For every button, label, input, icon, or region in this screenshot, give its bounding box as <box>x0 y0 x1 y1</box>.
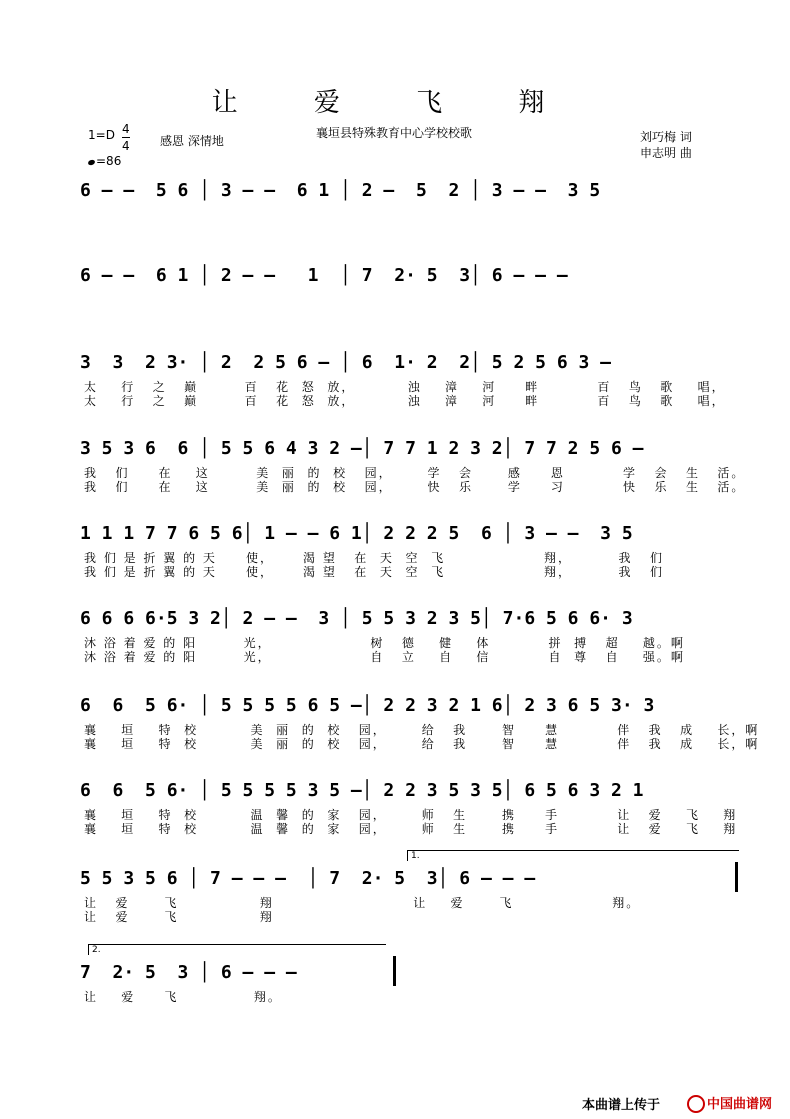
logo-icon <box>687 1095 705 1113</box>
site-logo <box>687 1093 772 1114</box>
notes-line: 6 – – 5 6 │ 3 – – 6 1 │ 2 – 5 2 │ 3 – – 3 5 <box>80 180 601 201</box>
mood-marking: 感恩 深情地 <box>160 134 224 148</box>
lyric-verse-1: 襄 垣 特 校 美 丽 的 校 园， 给 我 智 慧 伴 我 成 长，啊 <box>84 723 760 737</box>
quarter-note-icon <box>87 159 95 166</box>
lyric-verse-2: 襄 垣 特 校 温 馨 的 家 园， 师 生 携 手 让 爱 飞 翔 <box>84 822 738 836</box>
key-signature: 1=D <box>88 128 115 142</box>
lyric-verse-1: 我 们 是 折 翼 的 天 使， 渴 望 在 天 空 飞 翔， 我 们 <box>84 551 664 565</box>
notes-line: 6 6 5 6· │ 5 5 5 5 6 5 –│ 2 2 3 2 1 6│ 2 3 6 5 3· 3 <box>80 695 655 716</box>
notes-line: 5 5 3 5 6 │ 7 – – – │ 7 2· 5 3│ 6 – – – <box>80 868 536 889</box>
lyricist: 刘巧梅 词 <box>640 130 692 144</box>
lyric-verse-1: 襄 垣 特 校 温 馨 的 家 园， 师 生 携 手 让 爱 飞 翔 <box>84 808 738 822</box>
notes-line: 3 5 3 6 6 │ 5 5 6 4 3 2 –│ 7 7 1 2 3 2│ 7 7 2 5 6 – <box>80 438 644 459</box>
volta-2: 2. <box>88 944 386 955</box>
tempo-marking <box>88 154 121 168</box>
composer: 申志明 曲 <box>640 146 692 160</box>
time-signature <box>122 121 130 154</box>
notes-line: 3 3 2 3· │ 2 2 5 6 – │ 6 1· 2 2│ 5 2 5 6 3 – <box>80 352 612 373</box>
logo-text: 中国曲谱网 <box>706 1096 772 1112</box>
lyric-verse-1: 沐 浴 着 爱 的 阳 光， 树 德 健 体 拼 搏 超 越。啊 <box>84 636 685 650</box>
lyric-verse-1: 我 们 在 这 美 丽 的 校 园， 学 会 感 恩 学 会 生 活。 <box>84 466 746 480</box>
lyric-verse-1: 让 爱 飞 翔 让 爱 飞 翔。 <box>84 896 641 910</box>
page-title: 让 爱 飞 翔 <box>211 88 579 118</box>
lyric-verse-2: 襄 垣 特 校 美 丽 的 校 园， 给 我 智 慧 伴 我 成 长，啊 <box>84 737 760 751</box>
subtitle: 襄垣县特殊教育中心学校校歌 <box>316 126 473 140</box>
lyric-verse-2: 我 们 在 这 美 丽 的 校 园， 快 乐 学 习 快 乐 生 活。 <box>84 480 746 494</box>
lyric-verse-2: 太 行 之 巅 百 花 怒 放， 浊 漳 河 畔 百 鸟 歌 唱， <box>84 394 726 408</box>
volta-1: 1. <box>407 850 739 861</box>
tempo-value: =86 <box>96 154 122 168</box>
lyric-verse-1: 让 爱 飞 翔。 <box>84 990 282 1004</box>
notes-line: 6 – – 6 1 │ 2 – – 1 │ 7 2· 5 3│ 6 – – – <box>80 265 568 286</box>
end-barline <box>393 956 396 986</box>
notes-line: 6 6 6 6·5 3 2│ 2 – – 3 │ 5 5 3 2 3 5│ 7·6 5 6 6· 3 <box>80 608 633 629</box>
lyric-verse-2: 我 们 是 折 翼 的 天 使， 渴 望 在 天 空 飞 翔， 我 们 <box>84 565 664 579</box>
notes-line: 7 2· 5 3 │ 6 – – – <box>80 962 297 983</box>
end-barline <box>735 862 738 892</box>
lyric-verse-2: 让 爱 飞 翔 <box>84 910 274 924</box>
notes-line: 6 6 5 6· │ 5 5 5 5 3 5 –│ 2 2 3 5 3 5│ 6 5 6 3 2 1 <box>80 780 644 801</box>
notes-line: 1 1 1 7 7 6 5 6│ 1 – – 6 1│ 2 2 2 5 6 │ 3 – – 3 5 <box>80 523 633 544</box>
lyric-verse-2: 沐 浴 着 爱 的 阳 光， 自 立 自 信 自 尊 自 强。啊 <box>84 650 685 664</box>
time-top: 4 <box>122 122 130 136</box>
time-bottom: 4 <box>122 139 130 153</box>
lyric-verse-1: 太 行 之 巅 百 花 怒 放， 浊 漳 河 畔 百 鸟 歌 唱， <box>84 380 726 394</box>
upload-note: 本曲谱上传于 <box>581 1098 660 1113</box>
